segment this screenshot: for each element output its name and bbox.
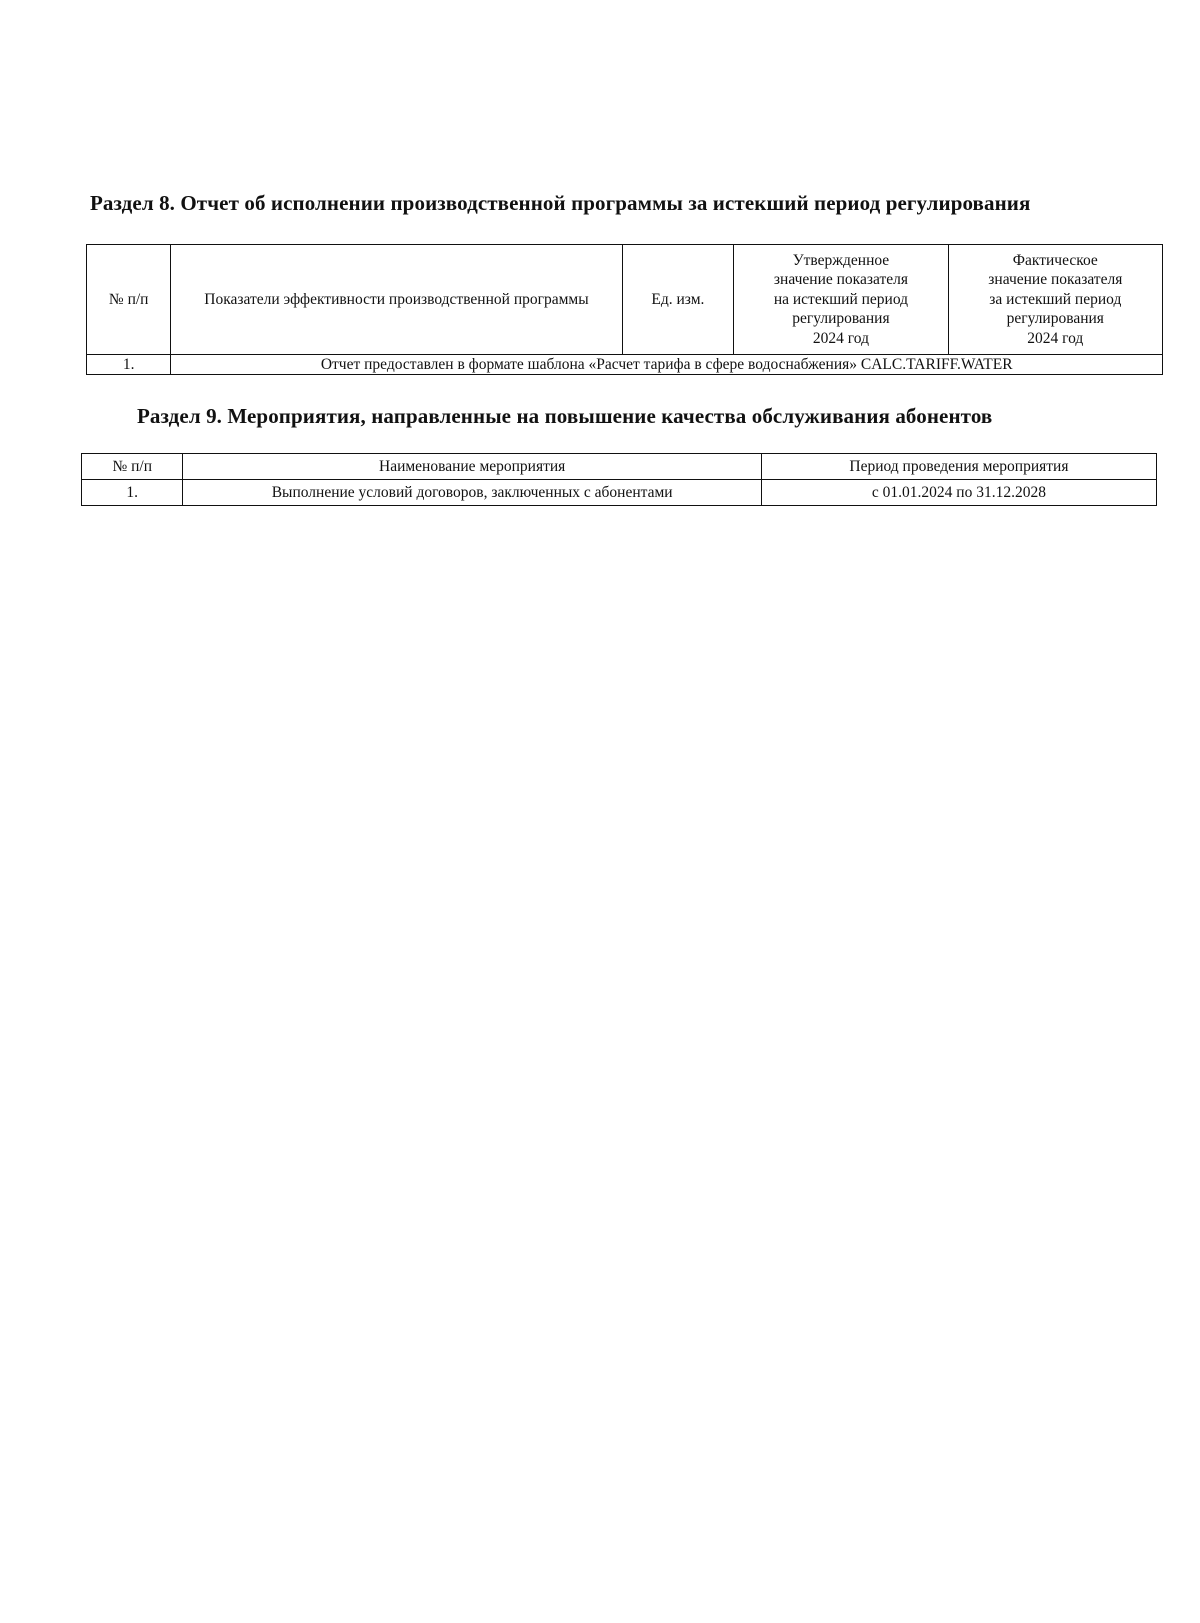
header-approved-line: регулирования (792, 310, 890, 328)
header-actual-line: 2024 год (1027, 329, 1084, 347)
table-row (87, 355, 1163, 375)
header-unit: Ед. изм. (622, 245, 734, 355)
header-actual-line: регулирования (1006, 310, 1104, 328)
header-approved-value (734, 245, 948, 355)
row-num: 1. (82, 480, 183, 506)
header-num: № п/п (87, 245, 171, 355)
row-num: 1. (87, 355, 171, 375)
header-approved-line: значение показателя (773, 271, 908, 289)
header-actual-line: Фактическое (1012, 252, 1098, 270)
section-8-table (86, 244, 1163, 375)
header-approved-line: на истекший период (773, 290, 909, 308)
header-approved-line: Утвержденное (792, 252, 890, 270)
table-header-row (87, 245, 1163, 355)
header-approved-line: 2024 год (812, 329, 869, 347)
header-num: № п/п (82, 454, 183, 480)
table-row (82, 480, 1157, 506)
table-header-row (82, 454, 1157, 480)
header-period: Период проведения мероприятия (761, 454, 1156, 480)
row-activity-name: Выполнение условий договоров, заключенных с абонентами (183, 480, 761, 506)
row-period: с 01.01.2024 по 31.12.2028 (761, 480, 1156, 506)
header-actual-line: за истекший период (989, 290, 1122, 308)
header-activity-name: Наименование мероприятия (183, 454, 761, 480)
section-9-table (81, 453, 1157, 506)
header-indicators: Показатели эффективности производственной программы (171, 245, 622, 355)
header-actual-line: значение показателя (988, 271, 1123, 289)
header-actual-value (948, 245, 1162, 355)
row-report-text: Отчет предоставлен в формате шаблона «Расчет тарифа в сфере водоснабжения» CALC.TARIFF.WATER (171, 355, 1163, 375)
section-8-title: Раздел 8. Отчет об исполнении производственной программы за истекший период регулирования (90, 191, 1031, 215)
section-9-title: Раздел 9. Мероприятия, направленные на повышение качества обслуживания абонентов (137, 404, 993, 428)
